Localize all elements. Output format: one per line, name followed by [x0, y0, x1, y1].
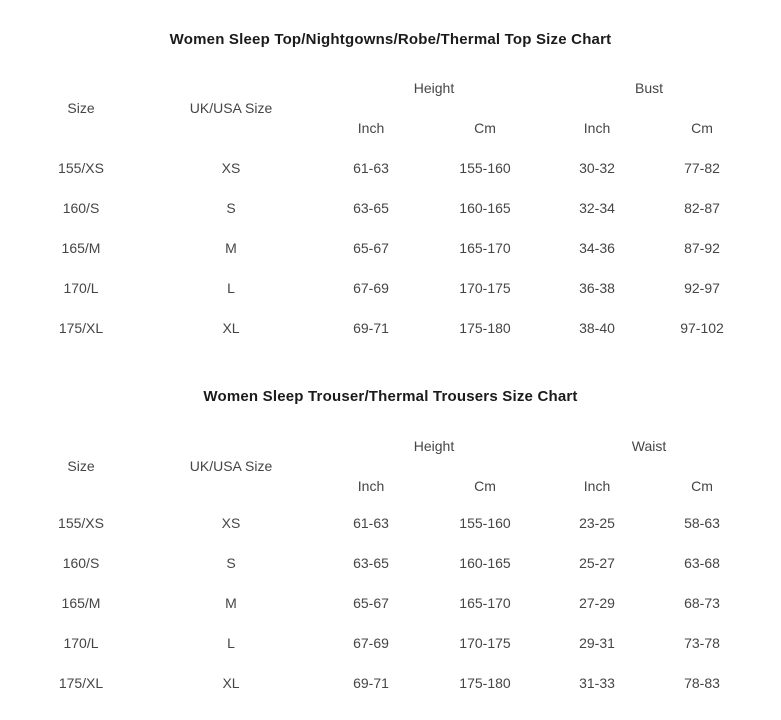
unit-header-waist-inch: Inch	[583, 478, 611, 494]
cell-height-inch: 65-67	[353, 595, 389, 611]
cell-height-cm: 155-160	[459, 160, 511, 176]
cell-bust-inch: 30-32	[579, 160, 615, 176]
cell-bust-inch: 36-38	[579, 280, 615, 296]
cell-bust-cm: 77-82	[684, 160, 720, 176]
cell-bust-inch: 34-36	[579, 240, 615, 256]
cell-uk-usa-size: M	[225, 595, 237, 611]
size-chart-top	[0, 30, 781, 348]
unit-header-height-inch: Inch	[357, 478, 385, 494]
cell-bust-cm: 87-92	[684, 240, 720, 256]
cell-uk-usa-size: M	[225, 240, 237, 256]
cell-height-inch: 67-69	[353, 280, 389, 296]
cell-bust-cm: 92-97	[684, 280, 720, 296]
column-group-height: Height	[413, 438, 455, 454]
cell-size: 155/XS	[58, 160, 104, 176]
cell-size: 155/XS	[58, 515, 104, 531]
unit-header-bust-inch: Inch	[583, 120, 611, 136]
size-table-top	[0, 78, 738, 348]
column-header-size: Size	[67, 458, 95, 474]
size-table-trousers-body	[0, 496, 738, 703]
cell-waist-cm: 63-68	[684, 555, 720, 571]
cell-height-cm: 165-170	[459, 240, 511, 256]
size-chart-top-title: Women Sleep Top/Nightgowns/Robe/Thermal Top Size Chart	[169, 31, 612, 48]
cell-height-inch: 61-63	[353, 160, 389, 176]
cell-height-cm: 175-180	[459, 675, 511, 691]
cell-height-inch: 61-63	[353, 515, 389, 531]
cell-height-cm: 155-160	[459, 515, 511, 531]
cell-height-inch: 65-67	[353, 240, 389, 256]
column-group-waist: Waist	[631, 438, 667, 454]
cell-height-inch: 69-71	[353, 320, 389, 336]
cell-waist-inch: 31-33	[579, 675, 615, 691]
cell-size: 170/L	[63, 635, 99, 651]
cell-waist-cm: 78-83	[684, 675, 720, 691]
cell-waist-cm: 73-78	[684, 635, 720, 651]
unit-header-bust-cm: Cm	[691, 120, 713, 136]
unit-header-height-cm: Cm	[474, 478, 496, 494]
cell-waist-cm: 68-73	[684, 595, 720, 611]
cell-waist-inch: 25-27	[579, 555, 615, 571]
cell-uk-usa-size: XL	[222, 675, 240, 691]
cell-height-inch: 63-65	[353, 555, 389, 571]
unit-header-height-inch: Inch	[357, 120, 385, 136]
cell-height-cm: 170-175	[459, 280, 511, 296]
cell-uk-usa-size: XL	[222, 320, 240, 336]
cell-height-inch: 63-65	[353, 200, 389, 216]
cell-size: 175/XL	[58, 320, 104, 336]
cell-uk-usa-size: L	[227, 635, 235, 651]
cell-uk-usa-size: XS	[221, 515, 241, 531]
cell-uk-usa-size: S	[226, 555, 236, 571]
size-chart-trousers	[0, 387, 781, 703]
cell-height-cm: 160-165	[459, 200, 511, 216]
cell-uk-usa-size: L	[227, 280, 235, 296]
size-table-top-body	[0, 138, 738, 348]
cell-waist-inch: 29-31	[579, 635, 615, 651]
size-chart-trousers-title: Women Sleep Trouser/Thermal Trousers Size Chart	[203, 388, 578, 405]
cell-bust-cm: 82-87	[684, 200, 720, 216]
cell-waist-inch: 23-25	[579, 515, 615, 531]
cell-waist-cm: 58-63	[684, 515, 720, 531]
column-header-uk-usa-size: UK/USA Size	[189, 458, 273, 474]
cell-size: 165/M	[61, 240, 101, 256]
cell-height-cm: 160-165	[459, 555, 511, 571]
column-header-size: Size	[67, 100, 95, 116]
cell-uk-usa-size: XS	[221, 160, 241, 176]
unit-header-height-cm: Cm	[474, 120, 496, 136]
cell-size: 175/XL	[58, 675, 104, 691]
cell-bust-inch: 38-40	[579, 320, 615, 336]
cell-height-inch: 67-69	[353, 635, 389, 651]
column-group-bust: Bust	[634, 80, 663, 96]
cell-uk-usa-size: S	[226, 200, 236, 216]
cell-height-cm: 175-180	[459, 320, 511, 336]
size-table-trousers	[0, 436, 738, 703]
size-table-trousers-header	[0, 436, 738, 496]
cell-size: 160/S	[62, 555, 100, 571]
cell-height-cm: 170-175	[459, 635, 511, 651]
cell-size: 160/S	[62, 200, 100, 216]
cell-height-inch: 69-71	[353, 675, 389, 691]
cell-waist-inch: 27-29	[579, 595, 615, 611]
cell-height-cm: 165-170	[459, 595, 511, 611]
cell-size: 165/M	[61, 595, 101, 611]
cell-bust-inch: 32-34	[579, 200, 615, 216]
unit-header-waist-cm: Cm	[691, 478, 713, 494]
column-group-height: Height	[413, 80, 455, 96]
cell-size: 170/L	[63, 280, 99, 296]
cell-bust-cm: 97-102	[680, 320, 724, 336]
column-header-uk-usa-size: UK/USA Size	[189, 100, 273, 116]
size-table-top-header	[0, 78, 738, 138]
